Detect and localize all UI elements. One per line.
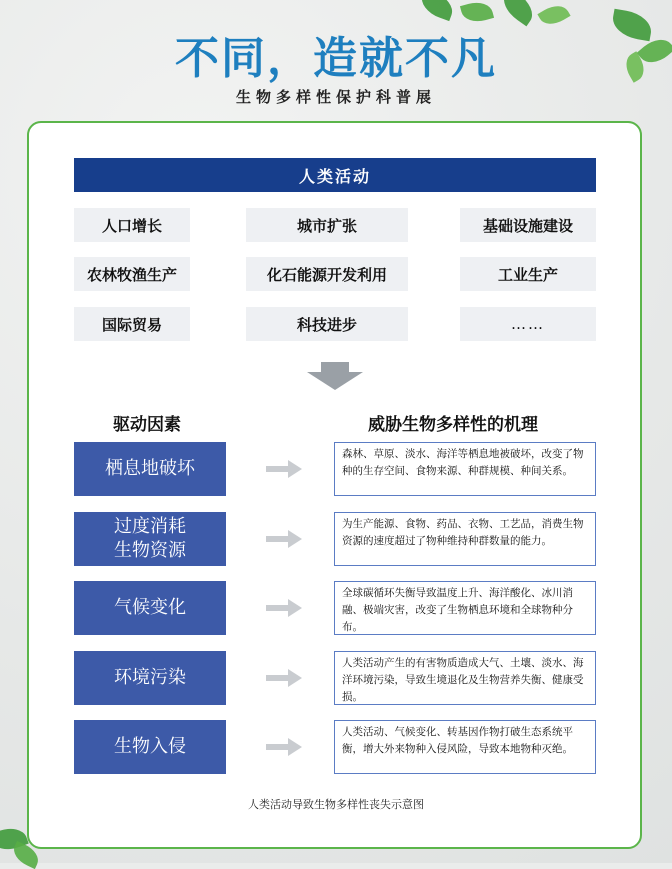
- drivers-heading: 驱动因素: [113, 415, 181, 435]
- driver-factor-box: 生物入侵: [74, 720, 226, 774]
- page-title: 不同，造就不凡: [175, 33, 497, 84]
- right-arrow-icon: [266, 530, 302, 548]
- driver-factor-box: 栖息地破坏: [74, 442, 226, 496]
- right-arrow-icon: [266, 669, 302, 687]
- activity-item: 城市扩张: [246, 208, 408, 242]
- activity-item: 农林牧渔生产: [74, 257, 190, 291]
- activity-item: 国际贸易: [74, 307, 190, 341]
- activity-item: 化石能源开发利用: [246, 257, 408, 291]
- mechanism-text-box: 人类活动产生的有害物质造成大气、土壤、淡水、海洋环境污染，导致生境退化及生物营养失衡、健康受损。: [334, 651, 596, 705]
- down-arrow-icon: [305, 362, 365, 392]
- activity-item: ……: [460, 307, 596, 341]
- mechanism-text-box: 为生产能源、食物、药品、衣物、工艺品，消费生物资源的速度超过了物种维持种群数量的能力。: [334, 512, 596, 566]
- activity-item: 科技进步: [246, 307, 408, 341]
- right-arrow-icon: [266, 460, 302, 478]
- mechanism-text-box: 全球碳循环失衡导致温度上升、海洋酸化、冰川消融、极端灾害，改变了生物栖息环境和全球物种分布。: [334, 581, 596, 635]
- diagram-caption: 人类活动导致生物多样性丧失示意图: [248, 798, 424, 811]
- mechanism-text-box: 人类活动、气候变化、转基因作物打破生态系统平衡，增大外来物种入侵风险，导致本地物种灭绝。: [334, 720, 596, 774]
- activity-item: 人口增长: [74, 208, 190, 242]
- driver-factor-box: 环境污染: [74, 651, 226, 705]
- human-activity-header: 人类活动: [74, 158, 596, 192]
- driver-factor-box: 过度消耗 生物资源: [74, 512, 226, 566]
- right-arrow-icon: [266, 599, 302, 617]
- driver-factor-box: 气候变化: [74, 581, 226, 635]
- mechanisms-heading: 威胁生物多样性的机理: [368, 415, 538, 435]
- right-arrow-icon: [266, 738, 302, 756]
- activity-item: 工业生产: [460, 257, 596, 291]
- page-subtitle: 生物多样性保护科普展: [235, 88, 436, 106]
- activity-item: 基础设施建设: [460, 208, 596, 242]
- mechanism-text-box: 森林、草原、淡水、海洋等栖息地被破坏，改变了物种的生存空间、食物来源、种群规模、种间关系。: [334, 442, 596, 496]
